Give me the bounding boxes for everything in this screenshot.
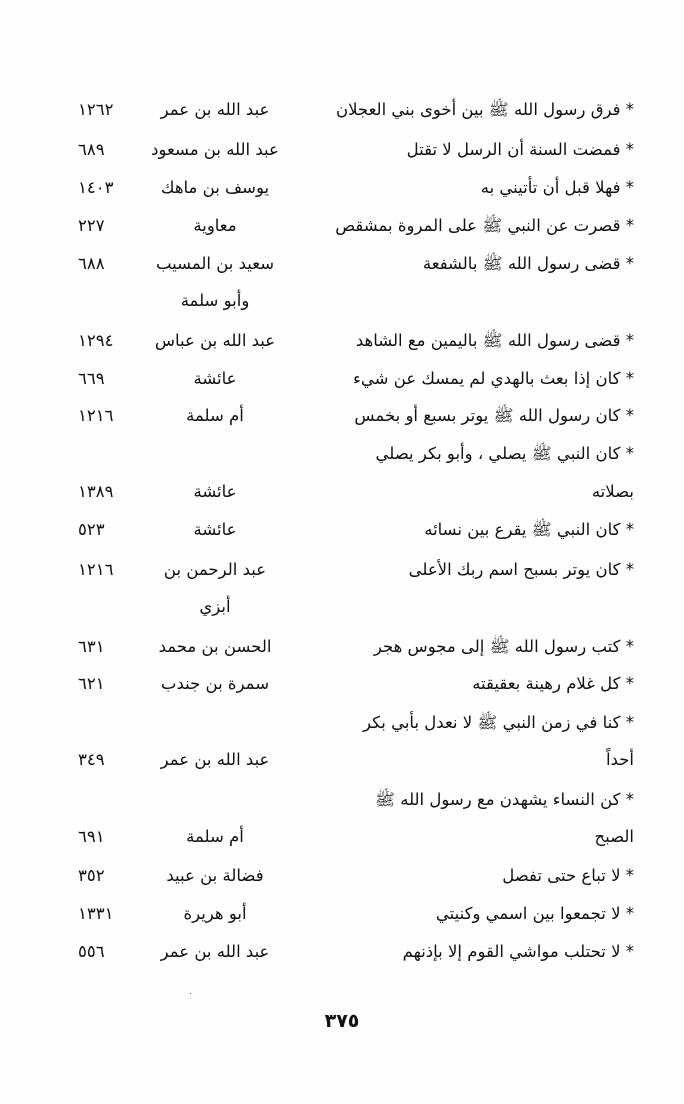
entry-row	[0, 667, 684, 701]
hadith-number: ١٢٦٢	[78, 100, 114, 119]
entry-row	[0, 171, 684, 205]
hadith-number: ١٣٣١	[78, 904, 114, 923]
hadith-number: ٦٣١	[78, 637, 105, 656]
hadith-text: * كان النبي ﷺ يقرع بين نسائه	[424, 520, 634, 539]
hadith-text-continued: أحداً	[605, 750, 634, 769]
narrator-name: عبد الرحمن بن	[163, 560, 267, 579]
narrator-name: عبد الله بن عمر	[160, 750, 270, 769]
narrator-name: أم سلمة	[186, 406, 244, 425]
hadith-text: * لا تجمعوا بين اسمي وكنيتي	[435, 904, 634, 923]
scan-speck	[190, 993, 191, 994]
entry-row	[0, 209, 684, 243]
hadith-text-continued: الصبح	[594, 827, 634, 846]
hadith-number: ٣٥٢	[78, 866, 105, 885]
narrator-name-continued: أبزي	[199, 597, 231, 616]
entry-row	[0, 133, 684, 167]
hadith-number: ١٣٨٩	[78, 482, 114, 501]
hadith-text: * كتب رسول الله ﷺ إلى مجوس هجر	[373, 637, 634, 656]
entry-row-continuation	[0, 590, 684, 624]
entry-row	[0, 630, 684, 664]
hadith-text: * قصرت عن النبي ﷺ على المروة بمشقص	[335, 216, 634, 235]
narrator-name: عائشة	[193, 520, 237, 539]
hadith-text: * قضى رسول الله ﷺ بالشفعة	[422, 254, 634, 273]
entry-row	[0, 247, 684, 281]
entry-row	[0, 553, 684, 587]
hadith-number: ١٢١٦	[78, 406, 114, 425]
narrator-name: يوسف بن ماهك	[160, 178, 270, 197]
narrator-name: عبد الله بن مسعود	[151, 140, 279, 159]
hadith-text: * لا تباع حتى تفصل	[502, 866, 634, 885]
hadith-text: * فهلا قبل أن تأتيني به	[480, 178, 634, 197]
entry-row	[0, 935, 684, 969]
entry-row	[0, 783, 684, 817]
hadith-number: ٢٢٧	[78, 216, 105, 235]
hadith-number: ٥٥٦	[78, 942, 105, 961]
narrator-name: عائشة	[193, 369, 237, 388]
entry-row-continuation	[0, 475, 684, 509]
narrator-name: سمرة بن جندب	[160, 674, 270, 693]
narrator-name: عبد الله بن عمر	[160, 100, 270, 119]
hadith-text: * كان إذا بعث بالهدي لم يمسك عن شيء	[353, 369, 634, 388]
entry-row	[0, 324, 684, 358]
hadith-number: ٦٨٨	[78, 254, 105, 273]
entry-row	[0, 93, 684, 127]
hadith-number: ١٢٩٤	[78, 331, 114, 350]
hadith-number: ٦٦٩	[78, 369, 105, 388]
hadith-text-continued: بصلاته	[591, 482, 634, 501]
hadith-text: * كن النساء يشهدن مع رسول الله ﷺ	[375, 790, 634, 809]
narrator-name: فضالة بن عبيد	[166, 866, 264, 885]
narrator-name: أبو هريرة	[183, 904, 247, 923]
hadith-text: * كنا في زمن النبي ﷺ لا نعدل بأبي بكر	[363, 713, 634, 732]
narrator-name: سعيد بن المسيب	[155, 254, 275, 273]
entry-row	[0, 897, 684, 931]
hadith-text: * لا تحتلب مواشي القوم إلا بإذنهم	[402, 942, 634, 961]
narrator-name-continued: وأبو سلمة	[180, 291, 250, 310]
narrator-name: عائشة	[193, 482, 237, 501]
narrator-name: الحسن بن محمد	[158, 637, 272, 656]
entry-row-continuation	[0, 820, 684, 854]
hadith-number: ١٤٠٣	[78, 178, 114, 197]
narrator-name: معاوية	[193, 216, 237, 235]
entry-row	[0, 437, 684, 471]
hadith-text: * كان يوتر بسبح اسم ربك الأعلى	[408, 560, 634, 579]
hadith-number: ٥٢٣	[78, 520, 105, 539]
hadith-text: * قضى رسول الله ﷺ باليمين مع الشاهد	[355, 331, 634, 350]
entry-row	[0, 706, 684, 740]
narrator-name: عبد الله بن عمر	[160, 942, 270, 961]
entry-row	[0, 513, 684, 547]
entry-row-continuation	[0, 284, 684, 318]
hadith-number: ٣٤٩	[78, 750, 105, 769]
page-number: ٣٧٥	[324, 1010, 360, 1032]
narrator-name: أم سلمة	[186, 827, 244, 846]
hadith-number: ١٢١٦	[78, 560, 114, 579]
hadith-text: * كل غلام رهينة بعقيقته	[472, 674, 634, 693]
entry-row-continuation	[0, 743, 684, 777]
hadith-number: ٦٨٩	[78, 140, 105, 159]
hadith-text: * فمضت السنة أن الرسل لا تقتل	[406, 140, 634, 159]
hadith-text: * كان رسول الله ﷺ يوتر بسبع أو بخمس	[354, 406, 634, 425]
entry-row	[0, 399, 684, 433]
entry-row	[0, 859, 684, 893]
narrator-name: عبد الله بن عباس	[154, 331, 276, 350]
hadith-text: * فرق رسول الله ﷺ بين أخوى بني العجلان	[335, 100, 634, 119]
hadith-text: * كان النبي ﷺ يصلي ، وأبو بكر يصلي	[375, 444, 634, 463]
hadith-number: ٦٩١	[78, 827, 105, 846]
entry-row	[0, 362, 684, 396]
hadith-number: ٦٢١	[78, 674, 105, 693]
